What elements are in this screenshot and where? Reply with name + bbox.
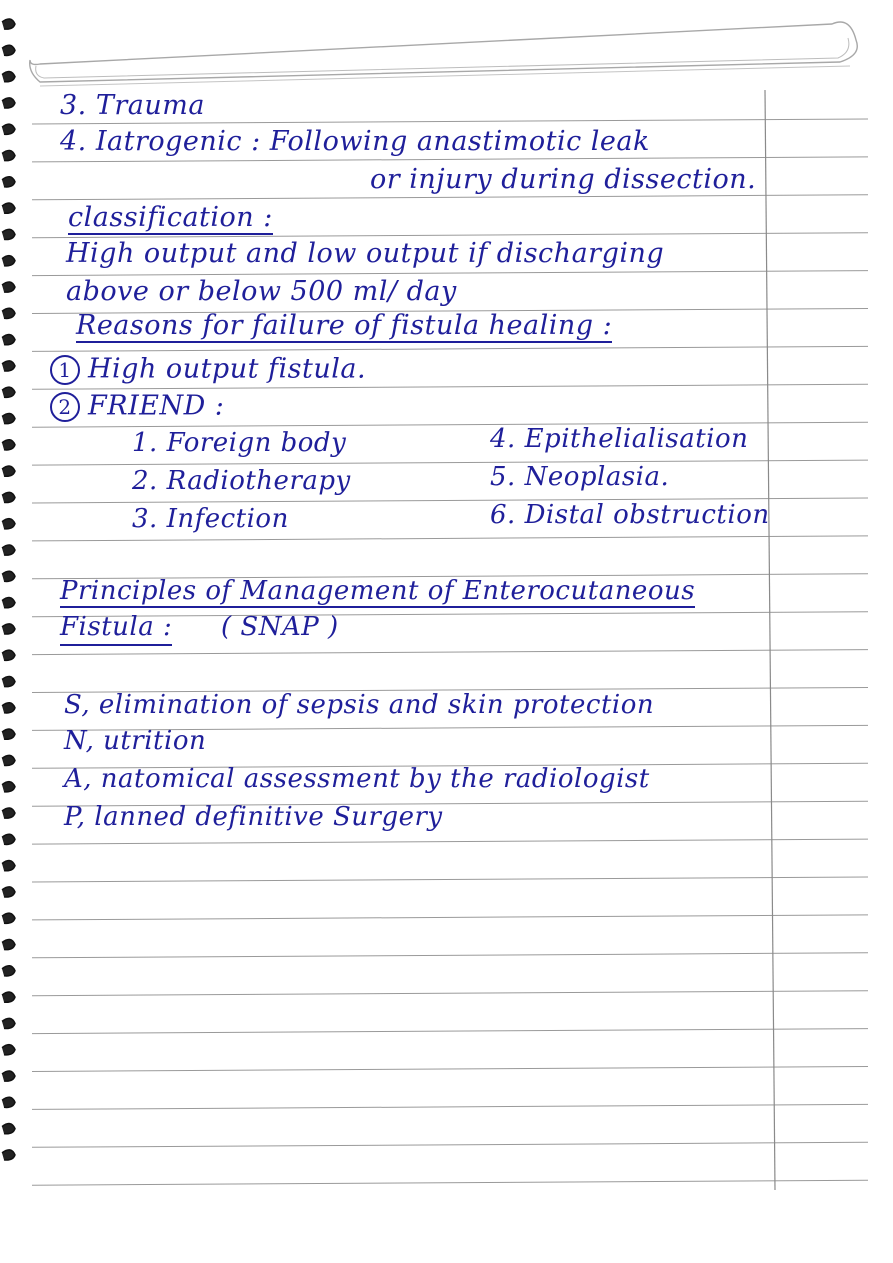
spiral-ring xyxy=(2,808,15,818)
snap-acronym: ( SNAP ) xyxy=(221,612,339,642)
heading-principles-fistula-label: Fistula : xyxy=(60,612,172,646)
spiral-ring xyxy=(2,150,15,160)
spiral-ring xyxy=(2,1071,15,1081)
snap-n: N, utrition xyxy=(64,726,207,756)
reason-1-number: 1 xyxy=(50,355,80,385)
spiral-ring xyxy=(2,361,15,371)
heading-principles-fistula xyxy=(60,614,339,640)
ruled-line xyxy=(32,536,868,541)
friend-item-3: 3. Infection xyxy=(132,504,289,534)
reason-2 xyxy=(50,392,224,422)
spiral-ring xyxy=(2,387,15,397)
reason-2-number: 2 xyxy=(50,392,80,422)
spiral-ring xyxy=(2,413,15,423)
spiral-ring xyxy=(2,782,15,792)
ruled-line xyxy=(32,1029,868,1034)
spiral-ring xyxy=(2,282,15,292)
friend-item-1: 1. Foreign body xyxy=(132,428,347,458)
friend-item-5: 5. Neoplasia. xyxy=(490,462,670,492)
spiral-ring xyxy=(2,861,15,871)
ruled-line xyxy=(32,1104,868,1109)
ruled-line xyxy=(32,195,868,200)
spiral-ring xyxy=(2,624,15,634)
spiral-ring xyxy=(2,992,15,1002)
ruled-line xyxy=(32,877,868,882)
friend-item-2: 2. Radiotherapy xyxy=(132,466,351,496)
spiral-ring xyxy=(2,650,15,660)
spiral-ring xyxy=(2,1045,15,1055)
spiral-ring xyxy=(2,19,15,29)
spiral-ring xyxy=(2,1150,15,1160)
spiral-ring xyxy=(2,98,15,108)
note-iatrogenic-cont: or injury during dissection. xyxy=(370,164,757,195)
ruled-line xyxy=(32,271,868,276)
spiral-ring xyxy=(2,203,15,213)
spiral-ring xyxy=(2,703,15,713)
ruled-line xyxy=(32,1142,868,1147)
snap-a: A, natomical assessment by the radiologist xyxy=(64,764,650,794)
spiral-ring xyxy=(2,519,15,529)
spiral-ring xyxy=(2,676,15,686)
spiral-ring xyxy=(2,729,15,739)
note-iatrogenic: 4. Iatrogenic : Following anastimotic leak xyxy=(60,126,650,157)
snap-p: P, lanned definitive Surgery xyxy=(64,802,443,832)
spiral-ring xyxy=(2,177,15,187)
spiral-ring xyxy=(2,939,15,949)
spiral-ring xyxy=(2,571,15,581)
ruled-line xyxy=(32,650,868,655)
ruled-line xyxy=(32,991,868,996)
ruled-line xyxy=(32,915,868,920)
spiral-ring xyxy=(2,598,15,608)
reason-1-text: High output fistula. xyxy=(88,353,367,385)
snap-s: S, elimination of sepsis and skin protection xyxy=(64,690,655,720)
ruled-line xyxy=(32,953,868,958)
spiral-ring xyxy=(2,335,15,345)
reason-2-text: FRIEND : xyxy=(88,390,225,422)
ruled-line xyxy=(32,460,868,465)
spiral-ring xyxy=(2,1018,15,1028)
spiral-ring xyxy=(2,834,15,844)
spiral-ring xyxy=(2,256,15,266)
spiral-ring xyxy=(2,966,15,976)
friend-item-4: 4. Epithelialisation xyxy=(490,424,749,454)
ruled-line xyxy=(32,346,868,351)
heading-classification: classification : xyxy=(68,202,273,233)
ruled-line xyxy=(32,1067,868,1072)
ruled-line xyxy=(32,157,868,162)
reason-1 xyxy=(50,355,366,385)
ruled-line xyxy=(32,1180,868,1185)
spiral-ring xyxy=(2,1097,15,1107)
spiral-ring xyxy=(2,308,15,318)
spiral-ring xyxy=(2,124,15,134)
spiral-binding xyxy=(0,0,18,1263)
heading-reasons: Reasons for failure of fistula healing : xyxy=(76,310,613,341)
spiral-ring xyxy=(2,466,15,476)
spiral-ring xyxy=(2,1124,15,1134)
spiral-ring xyxy=(2,545,15,555)
spiral-ring xyxy=(2,492,15,502)
classification-line-2: above or below 500 ml/ day xyxy=(66,276,457,307)
spiral-ring xyxy=(2,913,15,923)
spiral-ring xyxy=(2,887,15,897)
friend-item-6: 6. Distal obstruction xyxy=(490,500,770,530)
ruled-line xyxy=(32,384,868,389)
ruled-line xyxy=(32,839,868,844)
spiral-ring xyxy=(2,755,15,765)
classification-line-1: High output and low output if discharging xyxy=(66,238,665,269)
spiral-ring xyxy=(2,72,15,82)
margin-line xyxy=(765,90,775,1190)
spiral-ring xyxy=(2,45,15,55)
spiral-ring xyxy=(2,229,15,239)
spiral-ring xyxy=(2,440,15,450)
heading-principles: Principles of Management of Enterocutaneous xyxy=(60,576,696,606)
note-trauma: 3. Trauma xyxy=(60,90,205,121)
